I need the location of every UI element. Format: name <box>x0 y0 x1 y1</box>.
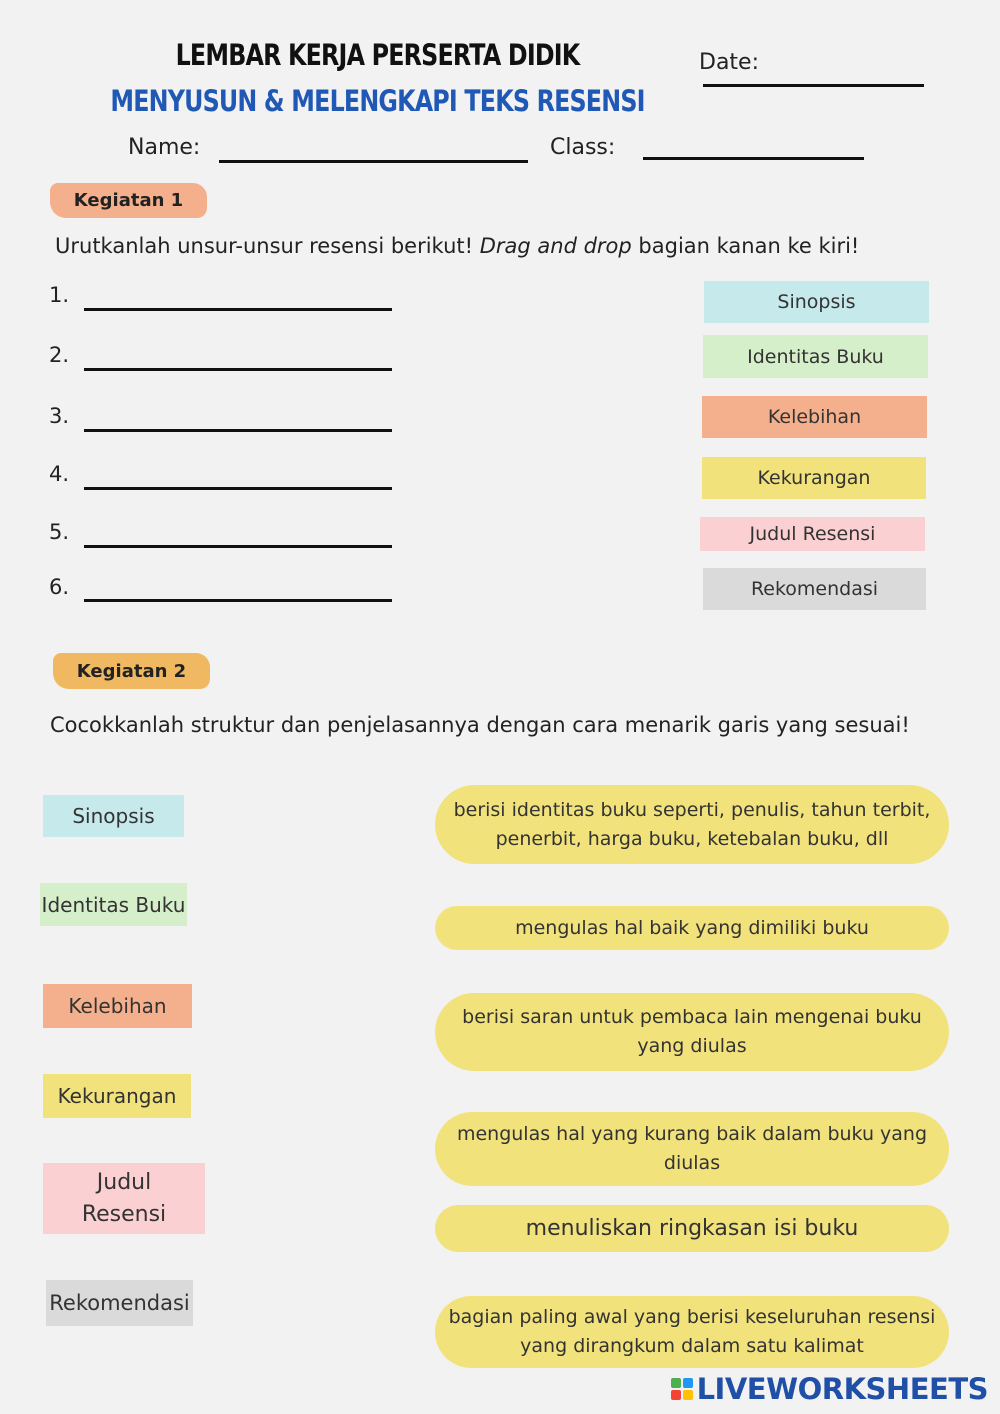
drop-slot-3[interactable] <box>84 429 392 432</box>
class-field[interactable] <box>643 157 864 160</box>
brand-text: LIVEWORKSHEETS <box>696 1372 988 1406</box>
worksheet-subtitle: MENYUSUN & MELENGKAPI TEKS RESENSI <box>110 84 645 118</box>
match-structure-identitas-buku[interactable]: Identitas Buku <box>40 883 187 926</box>
date-label: Date: <box>699 50 759 75</box>
match-explanation-3[interactable]: berisi saran untuk pembaca lain mengenai buku yang diulas <box>435 993 949 1071</box>
match-structure-kekurangan[interactable]: Kekurangan <box>43 1074 191 1118</box>
activity-1-tag: Kegiatan 1 <box>50 183 207 218</box>
match-structure-rekomendasi[interactable]: Rekomendasi <box>46 1280 193 1326</box>
match-explanation-5[interactable]: menuliskan ringkasan isi buku <box>435 1205 949 1252</box>
match-structure-sinopsis[interactable]: Sinopsis <box>43 795 184 837</box>
match-structure-kelebihan[interactable]: Kelebihan <box>43 984 192 1028</box>
drag-chip-judul-resensi[interactable]: Judul Resensi <box>700 517 925 551</box>
drag-chip-sinopsis[interactable]: Sinopsis <box>704 281 929 323</box>
class-label: Class: <box>550 135 616 160</box>
drag-chip-identitas-buku[interactable]: Identitas Buku <box>703 335 928 378</box>
activity-1-instruction <box>55 234 859 258</box>
instruction-text: bagian kanan ke kiri! <box>631 234 860 258</box>
liveworksheets-logo-icon <box>671 1378 693 1400</box>
instruction-text: Urutkanlah unsur-unsur resensi berikut! <box>55 234 480 258</box>
date-field[interactable] <box>703 84 924 87</box>
drag-chip-kelebihan[interactable]: Kelebihan <box>702 396 927 438</box>
drag-chip-rekomendasi[interactable]: Rekomendasi <box>703 568 926 610</box>
drop-slot-2[interactable] <box>84 368 392 371</box>
match-explanation-4[interactable]: mengulas hal yang kurang baik dalam buku yang diulas <box>435 1112 949 1186</box>
drop-slot-6[interactable] <box>84 599 392 602</box>
slot-number: 5. <box>49 520 70 544</box>
name-field[interactable] <box>219 160 528 163</box>
slot-number: 4. <box>49 462 70 486</box>
worksheet-title: LEMBAR KERJA PERSERTA DIDIK <box>175 38 580 72</box>
match-explanation-2[interactable]: mengulas hal baik yang dimiliki buku <box>435 906 949 950</box>
slot-number: 1. <box>49 283 70 307</box>
drop-slot-1[interactable] <box>84 308 392 311</box>
drop-slot-4[interactable] <box>84 487 392 490</box>
liveworksheets-logo <box>671 1372 988 1406</box>
instruction-emphasis: Drag and drop <box>479 234 632 258</box>
slot-number: 2. <box>49 343 70 367</box>
activity-2-tag: Kegiatan 2 <box>53 653 210 689</box>
slot-number: 6. <box>49 575 70 599</box>
match-explanation-1[interactable]: berisi identitas buku seperti, penulis, tahun terbit, penerbit, harga buku, ketebalan buku, dll <box>435 785 949 864</box>
match-explanation-6[interactable]: bagian paling awal yang berisi keseluruhan resensi yang dirangkum dalam satu kalimat <box>435 1296 949 1368</box>
slot-number: 3. <box>49 404 70 428</box>
match-structure-judul-resensi[interactable]: Judul Resensi <box>43 1163 205 1234</box>
drop-slot-5[interactable] <box>84 545 392 548</box>
name-label: Name: <box>128 135 201 160</box>
drag-chip-kekurangan[interactable]: Kekurangan <box>702 457 926 499</box>
activity-2-instruction: Cocokkanlah struktur dan penjelasannya dengan cara menarik garis yang sesuai! <box>50 713 910 737</box>
